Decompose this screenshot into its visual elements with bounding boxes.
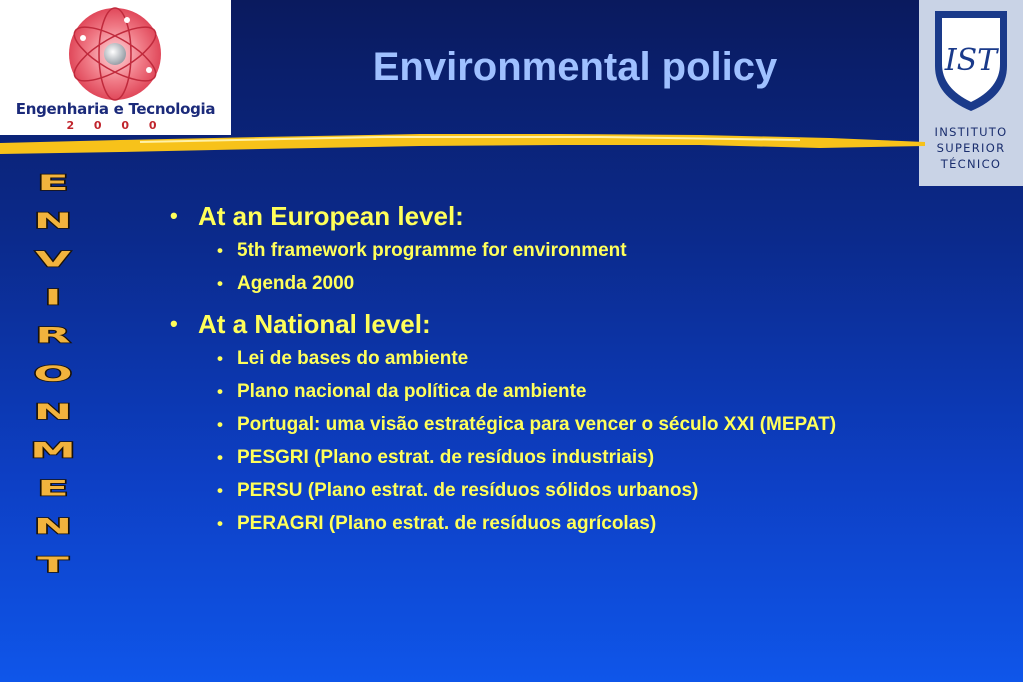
ist-monogram: IST [944, 43, 998, 78]
bullet-level2 [168, 408, 1008, 441]
bullet-level2 [168, 441, 1008, 474]
bullet-level2 [168, 507, 1008, 540]
list-item: 5th framework programme for environment [237, 240, 627, 261]
ist-name [919, 124, 1023, 172]
side-word-letter: N [33, 514, 73, 539]
ist-shield-icon [932, 8, 1010, 114]
side-word-letter: N [33, 209, 73, 234]
side-word-letter: O [33, 362, 73, 387]
brand-name: Engenharia e Tecnologia [15, 100, 216, 118]
bullet-level1 [168, 198, 1008, 234]
bullet-dot: • [217, 481, 223, 500]
bullet-level2 [168, 375, 1008, 408]
slide-body [168, 198, 1008, 546]
slide-title: Environmental policy [372, 45, 778, 89]
bullet-level2 [168, 474, 1008, 507]
side-word-letter: E [37, 171, 69, 196]
list-item: Plano nacional da política de ambiente [237, 381, 587, 402]
bullet-dot: • [217, 241, 223, 260]
bullet-level2 [168, 267, 1008, 300]
section-national [168, 306, 1008, 540]
ist-logo [919, 0, 1023, 186]
list-item: Agenda 2000 [237, 273, 355, 294]
list-item: PERAGRI (Plano estrat. de resíduos agrícolas) [237, 513, 657, 534]
side-word-letter: N [33, 400, 73, 425]
side-word-letter: T [37, 552, 69, 578]
side-word-letter: M [30, 438, 76, 463]
bullet-dot: • [217, 448, 223, 467]
bullet-level2 [168, 234, 1008, 267]
bullet-dot: • [170, 311, 178, 336]
bullet-level1 [168, 306, 1008, 342]
bullet-dot: • [170, 203, 178, 228]
list-item: PERSU (Plano estrat. de resíduos sólidos urbanos) [237, 480, 699, 501]
ist-name-line: INSTITUTO [934, 125, 1008, 139]
yellow-brush-stroke [0, 128, 925, 160]
brand-year: 2 0 0 0 [66, 119, 165, 132]
bullet-dot: • [217, 349, 223, 368]
side-word-letter: E [37, 476, 69, 501]
bullet-dot: • [217, 382, 223, 401]
section-heading: At an European level: [198, 201, 464, 231]
side-word-letter: R [35, 323, 71, 349]
section-european [168, 198, 1008, 300]
engenharia-tecnologia-logo [0, 0, 231, 135]
vertical-environment-word [6, 160, 101, 600]
bullet-level2 [168, 342, 1008, 375]
atom-emblem-icon [53, 2, 178, 102]
section-heading: At a National level: [198, 309, 431, 339]
list-item: PESGRI (Plano estrat. de resíduos industriais) [237, 447, 655, 468]
ist-name-line: TÉCNICO [940, 157, 1002, 171]
list-item: Portugal: uma visão estratégica para vencer o século XXI (MEPAT) [237, 414, 837, 435]
ist-name-line: SUPERIOR [936, 141, 1006, 155]
side-word-letter: I [44, 285, 62, 310]
bullet-dot: • [217, 415, 223, 434]
list-item: Lei de bases do ambiente [237, 348, 469, 369]
side-word-letter: V [35, 247, 71, 272]
bullet-dot: • [217, 514, 223, 533]
bullet-dot: • [217, 274, 223, 293]
